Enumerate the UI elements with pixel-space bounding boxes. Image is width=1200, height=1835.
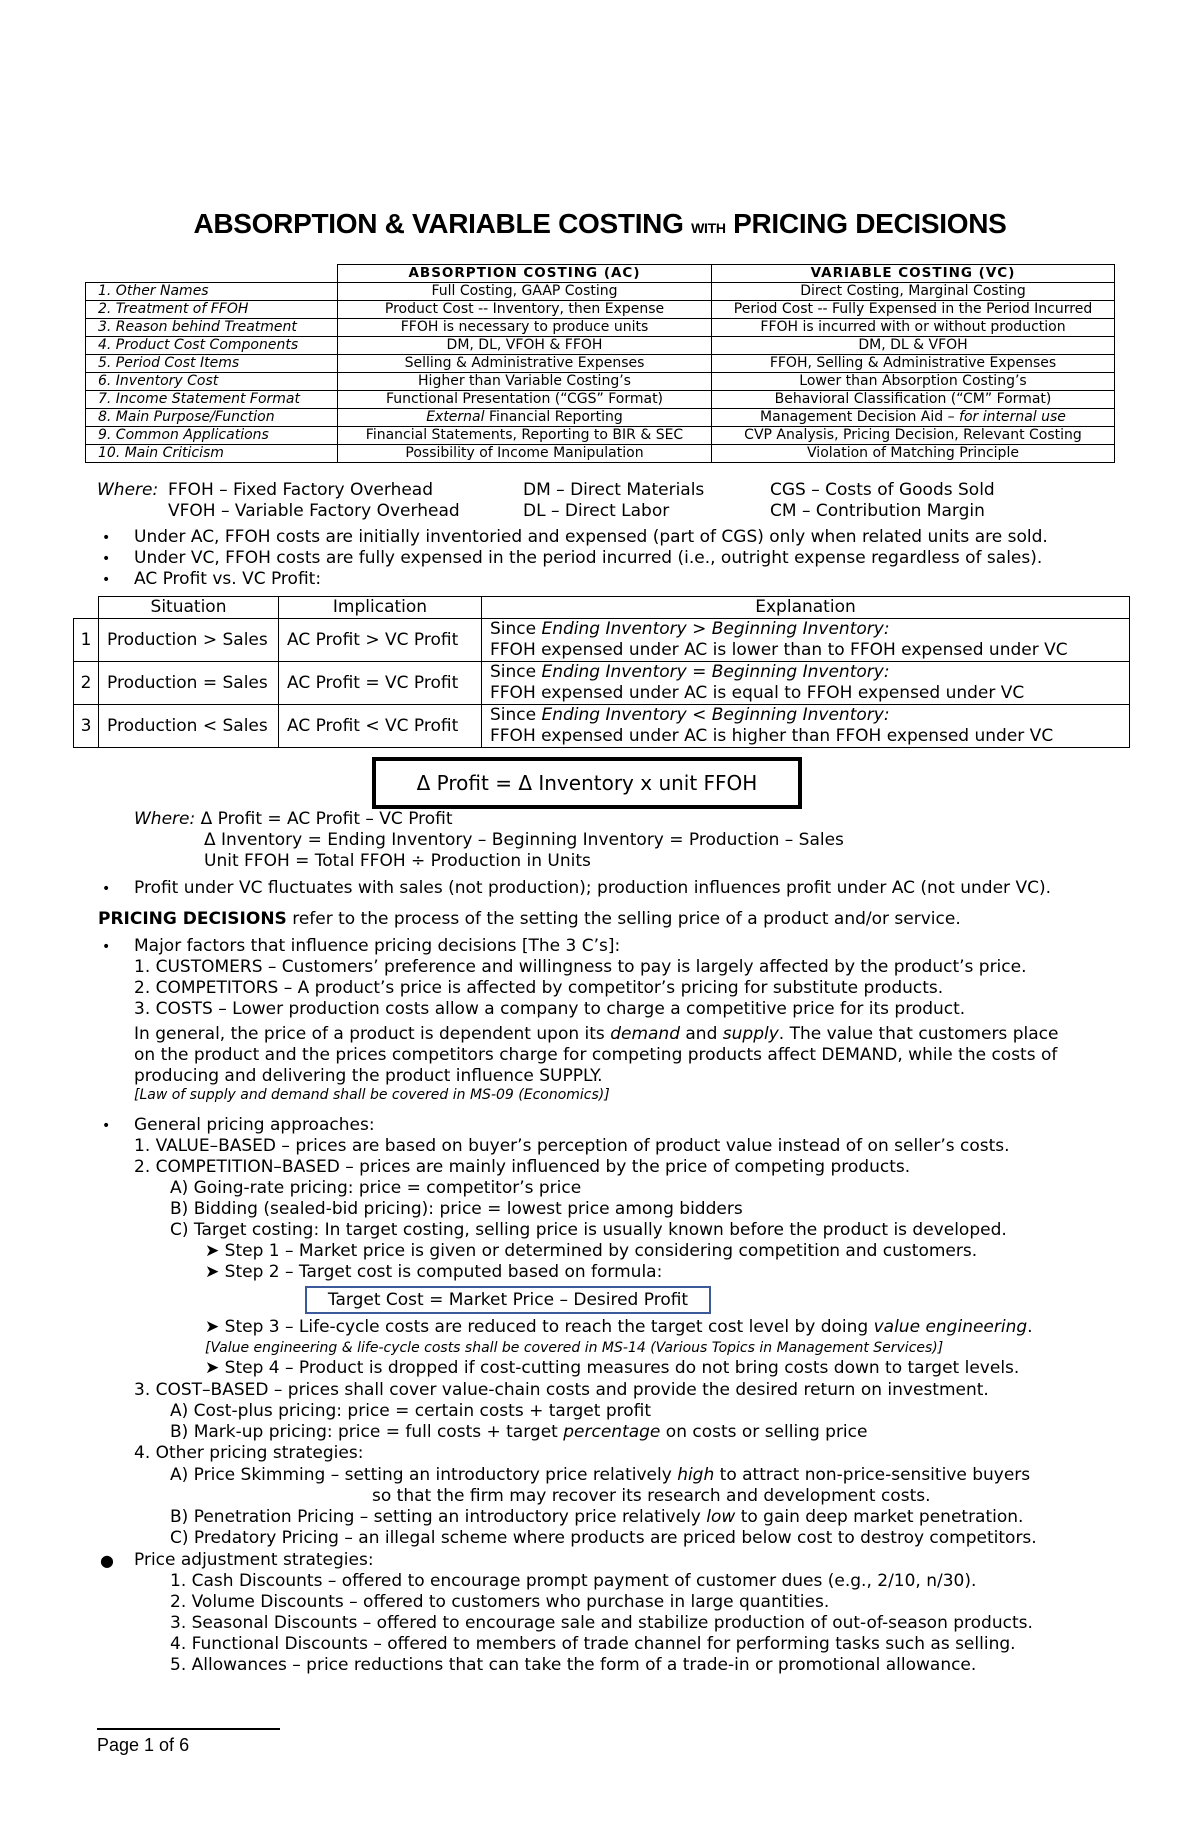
bullet-icon: • bbox=[102, 551, 111, 567]
footer-divider bbox=[97, 1728, 280, 1730]
list-item: B) Mark-up pricing: price = full costs + target percentage on costs or selling price bbox=[170, 1422, 868, 1442]
legend-vfoh: VFOH – Variable Factory Overhead bbox=[168, 501, 460, 521]
list-item: 4. Other pricing strategies: bbox=[134, 1443, 364, 1463]
step-item: ➤ Step 3 – Life-cycle costs are reduced to reach the target cost level by doing value engineering. bbox=[205, 1317, 1033, 1337]
legend-ffoh: FFOH – Fixed Factory Overhead bbox=[168, 480, 434, 500]
bullet-icon: • bbox=[102, 530, 111, 546]
list-item: C) Target costing: In target costing, selling price is usually known before the product is developed. bbox=[170, 1220, 1007, 1240]
list-item: B) Penetration Pricing – setting an introductory price relatively low to gain deep market penetration. bbox=[170, 1507, 1024, 1527]
target-cost-formula: Target Cost = Market Price – Desired Profit bbox=[305, 1286, 711, 1314]
table-row: 5. Period Cost Items Selling & Administrative Expenses FFOH, Selling & Administrative Expenses bbox=[86, 355, 1115, 373]
list-item: 1. CUSTOMERS – Customers’ preference and willingness to pay is largely affected by the product’s price. bbox=[134, 957, 1027, 977]
list-item: 3. Seasonal Discounts – offered to encourage sale and stabilize production of out-of-season products. bbox=[170, 1613, 1033, 1633]
header-absorption-costing: ABSORPTION COSTING (AC) bbox=[338, 265, 712, 283]
pricing-decisions-intro: PRICING DECISIONS refer to the process of the setting the selling price of a product and/or service. bbox=[98, 909, 961, 929]
list-item: 1. VALUE–BASED – prices are based on buyer’s perception of product value instead of on seller’s costs. bbox=[134, 1136, 1010, 1156]
step-item: ➤ Step 1 – Market price is given or determined by considering competition and customers. bbox=[205, 1241, 978, 1261]
list-item: 2. COMPETITION–BASED – prices are mainly influenced by the price of competing products. bbox=[134, 1157, 911, 1177]
note-ms14: [Value engineering & life-cycle costs shall be covered in MS-14 (Various Topics in Management Services)] bbox=[205, 1340, 944, 1356]
factors-heading: Major factors that influence pricing decisions [The 3 C’s]: bbox=[134, 936, 621, 956]
table-row: 6. Inventory Cost Higher than Variable Costing’s Lower than Absorption Costing’s bbox=[86, 373, 1115, 391]
list-item: A) Price Skimming – setting an introductory price relatively high to attract non-price-sensitive buyers bbox=[170, 1465, 1031, 1485]
note-ms09: [Law of supply and demand shall be covered in MS-09 (Economics)] bbox=[134, 1087, 610, 1103]
list-item: A) Cost-plus pricing: price = certain costs + target profit bbox=[170, 1401, 652, 1421]
where-formula-line-3: Unit FFOH = Total FFOH ÷ Production in Units bbox=[204, 851, 591, 871]
paragraph-line: producing and delivering the product influence SUPPLY. bbox=[134, 1066, 603, 1086]
table-row: 8. Main Purpose/Function External Financial Reporting Management Decision Aid – for internal use bbox=[86, 409, 1115, 427]
bullet-icon: • bbox=[102, 939, 111, 955]
arrow-bullet-icon: ➤ bbox=[205, 1262, 225, 1282]
step-item: ➤ Step 4 – Product is dropped if cost-cutting measures do not bring costs down to target levels. bbox=[205, 1358, 1020, 1378]
arrow-bullet-icon: ➤ bbox=[205, 1317, 225, 1337]
list-item: 1. Cash Discounts – offered to encourage prompt payment of customer dues (e.g., 2/10, n/30). bbox=[170, 1571, 977, 1591]
where-formula-line-2: Δ Inventory = Ending Inventory – Beginning Inventory = Production – Sales bbox=[204, 830, 844, 850]
list-item: 3. COSTS – Lower production costs allow a company to charge a competitive price for its product. bbox=[134, 999, 966, 1019]
bullet-icon: ● bbox=[100, 1551, 114, 1570]
table-row: 7. Income Statement Format Functional Presentation (“CGS” Format) Behavioral Classification (“CM” Format) bbox=[86, 391, 1115, 409]
bullet-icon: • bbox=[102, 881, 111, 897]
table-row: 2 Production = Sales AC Profit = VC Profit Since Ending Inventory = Beginning Inventory: FFOH expensed under AC is equal to FFOH expensed under VC bbox=[74, 662, 1130, 705]
page-title: ABSORPTION & VARIABLE COSTING WITH PRICING DECISIONS bbox=[193, 208, 1007, 239]
where-formula-line-1: Where: Δ Profit = AC Profit – VC Profit bbox=[134, 809, 453, 829]
table-row: 10. Main Criticism Possibility of Income Manipulation Violation of Matching Principle bbox=[86, 445, 1115, 463]
legend-cgs: CGS – Costs of Goods Sold bbox=[770, 480, 995, 500]
legend-cm: CM – Contribution Margin bbox=[770, 501, 985, 521]
table-row: 1. Other Names Full Costing, GAAP Costing Direct Costing, Marginal Costing bbox=[86, 283, 1115, 301]
paragraph-line: In general, the price of a product is dependent upon its demand and supply. The value that customers place bbox=[134, 1024, 1059, 1044]
bullet-text: Under VC, FFOH costs are fully expensed in the period incurred (i.e., outright expense regardless of sales). bbox=[134, 548, 1043, 568]
column-header: Implication bbox=[279, 597, 482, 619]
list-item: 2. Volume Discounts – offered to customers who purchase in large quantities. bbox=[170, 1592, 830, 1612]
bullet-text: AC Profit vs. VC Profit: bbox=[134, 569, 322, 589]
situation-table bbox=[73, 596, 1130, 748]
table-row: 3 Production < Sales AC Profit < VC Profit Since Ending Inventory < Beginning Inventory: FFOH expensed under AC is higher than FFOH expensed under VC bbox=[74, 705, 1130, 748]
legend-dm: DM – Direct Materials bbox=[523, 480, 705, 500]
list-item-continuation: so that the firm may recover its research and development costs. bbox=[372, 1486, 931, 1506]
bullet-text: Under AC, FFOH costs are initially inventoried and expensed (part of CGS) only when related units are sold. bbox=[134, 527, 1048, 547]
arrow-bullet-icon: ➤ bbox=[205, 1241, 225, 1261]
header-variable-costing: VARIABLE COSTING (VC) bbox=[712, 265, 1115, 283]
list-item: 3. COST–BASED – prices shall cover value-chain costs and provide the desired return on investment. bbox=[134, 1380, 989, 1400]
bullet-icon: • bbox=[102, 1118, 111, 1134]
bullet-icon: • bbox=[102, 572, 111, 588]
list-item: A) Going-rate pricing: price = competitor’s price bbox=[170, 1178, 582, 1198]
column-header: Explanation bbox=[482, 597, 1130, 619]
page-number: Page 1 of 6 bbox=[97, 1735, 190, 1755]
table-row: 9. Common Applications Financial Statements, Reporting to BIR & SEC CVP Analysis, Pricing Decision, Relevant Costing bbox=[86, 427, 1115, 445]
list-item: B) Bidding (sealed-bid pricing): price = lowest price among bidders bbox=[170, 1199, 743, 1219]
bullet-text: Profit under VC fluctuates with sales (not production); production influences profit under AC (not under VC). bbox=[134, 878, 1051, 898]
list-item: C) Predatory Pricing – an illegal scheme where products are priced below cost to destroy competitors. bbox=[170, 1528, 1037, 1548]
delta-profit-formula: Δ Profit = Δ Inventory x unit FFOH bbox=[372, 757, 802, 809]
list-item: 2. COMPETITORS – A product’s price is affected by competitor’s pricing for substitute products. bbox=[134, 978, 944, 998]
list-item: 4. Functional Discounts – offered to members of trade channel for performing tasks such as selling. bbox=[170, 1634, 1016, 1654]
comparison-table bbox=[85, 264, 1115, 463]
table-row: 4. Product Cost Components DM, DL, VFOH & FFOH DM, DL & VFOH bbox=[86, 337, 1115, 355]
adjustments-heading: Price adjustment strategies: bbox=[134, 1550, 374, 1570]
approaches-heading: General pricing approaches: bbox=[134, 1115, 375, 1135]
table-row: 2. Treatment of FFOH Product Cost -- Inventory, then Expense Period Cost -- Fully Expensed in the Period Incurred bbox=[86, 301, 1115, 319]
column-header: Situation bbox=[99, 597, 279, 619]
list-item: 5. Allowances – price reductions that can take the form of a trade-in or promotional allowance. bbox=[170, 1655, 977, 1675]
legend-dl: DL – Direct Labor bbox=[523, 501, 670, 521]
table-row: 3. Reason behind Treatment FFOH is necessary to produce units FFOH is incurred with or without production bbox=[86, 319, 1115, 337]
paragraph-line: on the product and the prices competitors charge for competing products affect DEMAND, while the costs of bbox=[134, 1045, 1058, 1065]
arrow-bullet-icon: ➤ bbox=[205, 1358, 225, 1378]
where-label: Where: bbox=[97, 480, 159, 500]
table-row: 1 Production > Sales AC Profit > VC Profit Since Ending Inventory > Beginning Inventory: FFOH expensed under AC is lower than to FFOH expensed under VC bbox=[74, 619, 1130, 662]
step-item: ➤ Step 2 – Target cost is computed based on formula: bbox=[205, 1262, 663, 1282]
